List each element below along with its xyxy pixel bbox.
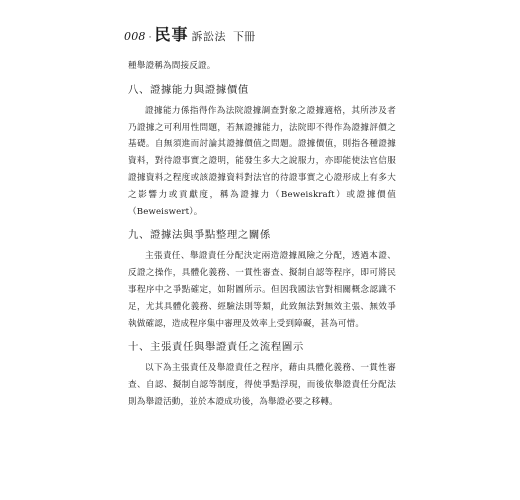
section-paragraph-10: 以下為主張責任及舉證責任之程序，藉由具體化義務、一貫性審查、自認、擬制自認等制度，得使爭點浮現，而後依舉證責任分配法則為舉證活動，並於本證成功後，為舉證必要之移轉。 — [128, 363, 396, 407]
volume-label: 下冊 — [233, 30, 255, 43]
section-heading-8: 八、證據能力與證據價值 — [128, 83, 249, 96]
page-body — [128, 58, 396, 411]
section-paragraph-9: 主張責任、舉證責任分配決定兩造證據風險之分配，透過本證、反證之操作，具體化義務、一貫性審查、擬制自認等程序，即可將民事程序中之爭點確定，如附圖所示。但因我國法官對相關概念認識不足，尤其具體化義務、經驗法則等類，此致無法對無效主張、無效爭執做確認，造成程序集中審理及效率上受到障礙，甚為可惜。 — [128, 251, 396, 329]
book-title: 訴訟法 — [191, 30, 226, 43]
intro-line: 種舉證稱為間接反證。 — [128, 61, 216, 71]
header-separator: · — [148, 33, 152, 43]
running-header — [124, 25, 255, 45]
series-brand: 民事 — [154, 25, 189, 44]
section-heading-10: 十、主張責任與舉證責任之流程圖示 — [128, 341, 304, 354]
section-paragraph-8: 證據能力係指得作為法院證據調查對象之證據適格，其所涉及者乃證據之可利用性問題，若無證據能力，法院即不得作為證據評價之基礎。自無須進而討論其證據價值之問題。證據價值，則指各種證據資料，對待證事實之證明，能發生多大之說服力，亦即能使法官信服證據資料之程度或該證據資料對法官的待證事實之心證形成上有多大之影響力或貢獻度，稱為證據力（Beweiskraft）或證據價值（Beweiswert）。 — [128, 105, 396, 217]
page-number: 008 — [124, 30, 146, 43]
section-heading-9: 九、證據法與爭點整理之關係 — [128, 229, 271, 242]
